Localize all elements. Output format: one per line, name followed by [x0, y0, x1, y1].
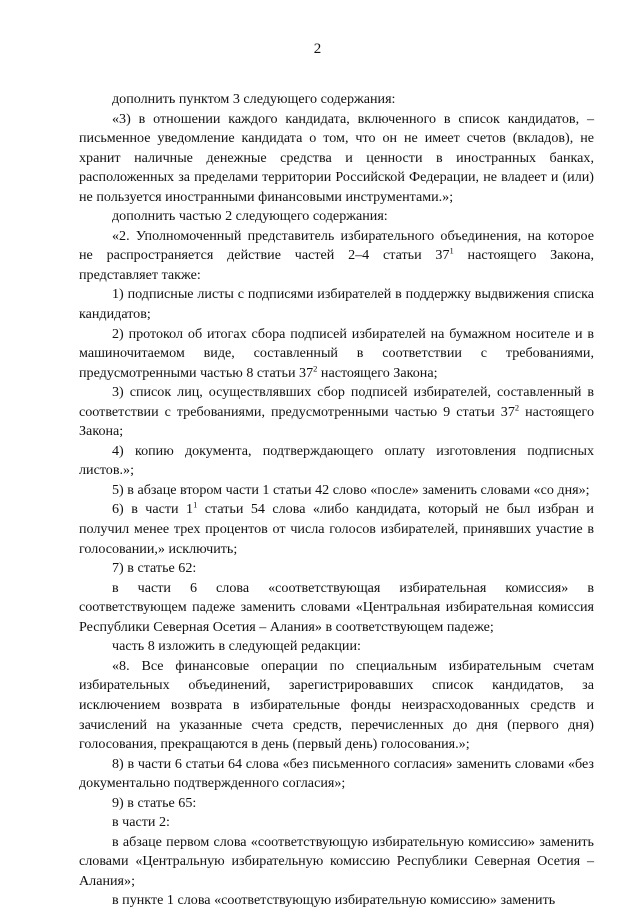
- paragraph-6: 2) протокол об итогах сбора подписей избирателей на бумажном носителе и в машиночитаемом виде, составленный в соответствии с требованиями, предусмотренными частью 8 статьи $37^2$ настоящего Закона;: [79, 325, 594, 381]
- paragraph-5: 1) подписные листы с подписями избирателей в поддержку выдвижения списка кандидатов;: [79, 286, 594, 323]
- page-number: 2: [313, 41, 322, 57]
- paragraph-15: 8) в части 6 статьи 64 слова «без письменного согласия» заменить словами «без документально подтвержденного согласия»;: [79, 755, 594, 792]
- paragraph-8: 4) копию документа, подтверждающего оплату изготовления подписных листов.»;: [79, 442, 594, 479]
- paragraph-14: «8. Все финансовые операции по специальным избирательным счетам избирательных объединений, зарегистрировавших список кандидатов, за исключением возврата в избирательные фонды неизрасходованных средств и зачислений на указанные счета средств, перечисленных до дня (первого дня) голосования, прекращаются в день (первый день) голосования.»;: [79, 657, 594, 753]
- paragraph-1: дополнить пунктом 3 следующего содержания:: [112, 91, 396, 107]
- paragraph-18: в абзаце первом слова «соответствующую избирательную комиссию» заменить словами «Центральную избирательную комиссию Республики Северная Осетия – Алания»;: [79, 833, 594, 889]
- paragraph-12: в части 6 слова «соответствующая избирательная комиссия» в соответствующем падеже заменить словами «Центральная избирательная комиссия Республики Северная Осетия – Алания» в соответствующем падеже;: [79, 579, 594, 635]
- paragraph-11: 7) в статье 62:: [112, 560, 197, 577]
- paragraph-9: 5) в абзаце втором части 1 статьи 42 слово «после» заменить словами «со дня»;: [112, 481, 590, 498]
- paragraph-3: дополнить частью 2 следующего содержания:: [112, 208, 388, 225]
- paragraph-17: в части 2:: [112, 814, 170, 831]
- paragraph-2: «3) в отношении каждого кандидата, включенного в список кандидатов, – письменное уведомление кандидата о том, что он не имеет счетов (вкладов), не хранит наличные денежные средства и ценности в иностранных банках, расположенных за пределами территории Российской Федерации, не владеет и (или) не пользуется иностранными финансовыми инструментами.»;: [79, 110, 594, 205]
- paragraph-16: 9) в статье 65:: [112, 794, 197, 811]
- document-body: [79, 90, 594, 911]
- paragraph-7: 3) список лиц, осуществлявших сбор подписей избирателей, составленный в соответствии с требованиями, предусмотренными частью 9 статьи $37^2$ настоящего Закона;: [79, 384, 594, 440]
- paragraph-4: «2. Уполномоченный представитель избирательного объединения, на которое не распространяется действие частей 2–4 статьи $37^1$ настоящего Закона, представляет также:: [79, 227, 594, 283]
- paragraph-13: часть 8 изложить в следующей редакции:: [112, 638, 361, 655]
- paragraph-10: 6) в части $1^1$ статьи 54 слова «либо кандидата, который не был избран и получил менее трех процентов от числа голосов избирателей, принявших участие в голосовании,» исключить;: [79, 499, 594, 557]
- paragraph-19: в пункте 1 слова «соответствующую избирательную комиссию» заменить: [112, 892, 556, 909]
